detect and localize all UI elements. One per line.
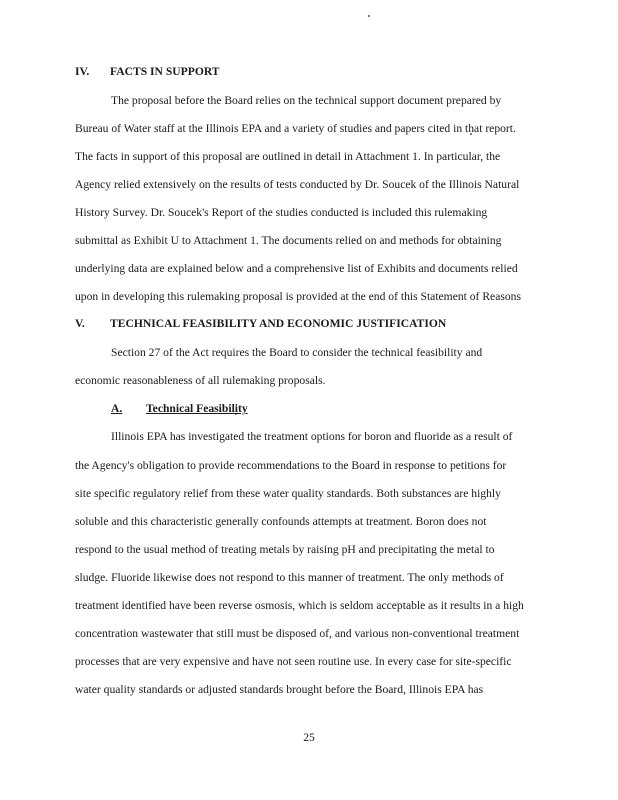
section-v-heading (75, 317, 446, 331)
paragraph-line: sludge. Fluoride likewise does not respond to this manner of treatment. The only methods of (75, 571, 504, 584)
paragraph-line: water quality standards or adjusted standards brought before the Board, Illinois EPA has (75, 683, 484, 696)
paragraph-line: concentration wastewater that still must be disposed of, and various non-conventional treatment (75, 627, 520, 640)
paragraph-line: Illinois EPA has investigated the treatment options for boron and fluoride as a result of (111, 430, 513, 443)
section-title: TECHNICAL FEASIBILITY AND ECONOMIC JUSTIFICATION (110, 317, 447, 330)
section-number: IV. (75, 65, 90, 78)
paragraph-line: The facts in support of this proposal are outlined in detail in Attachment 1. In particular, the (75, 150, 501, 163)
section-number: V. (75, 317, 85, 330)
paragraph-line: The proposal before the Board relies on the technical support document prepared by (111, 94, 502, 107)
paragraph-line: economic reasonableness of all rulemaking proposals. (75, 374, 326, 387)
subsection-letter: A. (111, 402, 123, 415)
paragraph-line: upon in developing this rulemaking proposal is provided at the end of this Statement of Reasons (75, 290, 521, 303)
paragraph-line: respond to the usual method of treating metals by raising pH and precipitating the metal to (75, 543, 495, 556)
paragraph-line: site specific regulatory relief from these water quality standards. Both substances are highly (75, 487, 501, 500)
paragraph-line: processes that are very expensive and have not seen routine use. In every case for site-specific (75, 655, 512, 668)
subsection-title: Technical Feasibility (146, 402, 248, 415)
paragraph-line: Agency relied extensively on the results of tests conducted by Dr. Soucek of the Illinois Natural (75, 178, 520, 191)
paragraph-line: Bureau of Water staff at the Illinois EPA and a variety of studies and papers cited in that report. (75, 122, 516, 135)
paragraph-line: Section 27 of the Act requires the Board to consider the technical feasibility and (111, 346, 483, 359)
scan-speck (368, 15, 370, 17)
paragraph-line: treatment identified have been reverse osmosis, which is seldom acceptable as it results in a high (75, 599, 524, 612)
section-title: FACTS IN SUPPORT (110, 65, 220, 78)
paragraph-line: underlying data are explained below and a comprehensive list of Exhibits and documents relied (75, 262, 518, 275)
paragraph-line: History Survey. Dr. Soucek's Report of the studies conducted is included this rulemaking (75, 206, 488, 219)
page-number: 25 (303, 731, 315, 744)
section-iv-heading (75, 65, 220, 79)
paragraph-line: soluble and this characteristic generally confounds attempts at treatment. Boron does not (75, 515, 487, 528)
paragraph-line: the Agency's obligation to provide recommendations to the Board in response to petitions for (75, 459, 507, 472)
paragraph-line: submittal as Exhibit U to Attachment 1. The documents relied on and methods for obtaining (75, 234, 502, 247)
subsection-a-heading (111, 402, 248, 416)
